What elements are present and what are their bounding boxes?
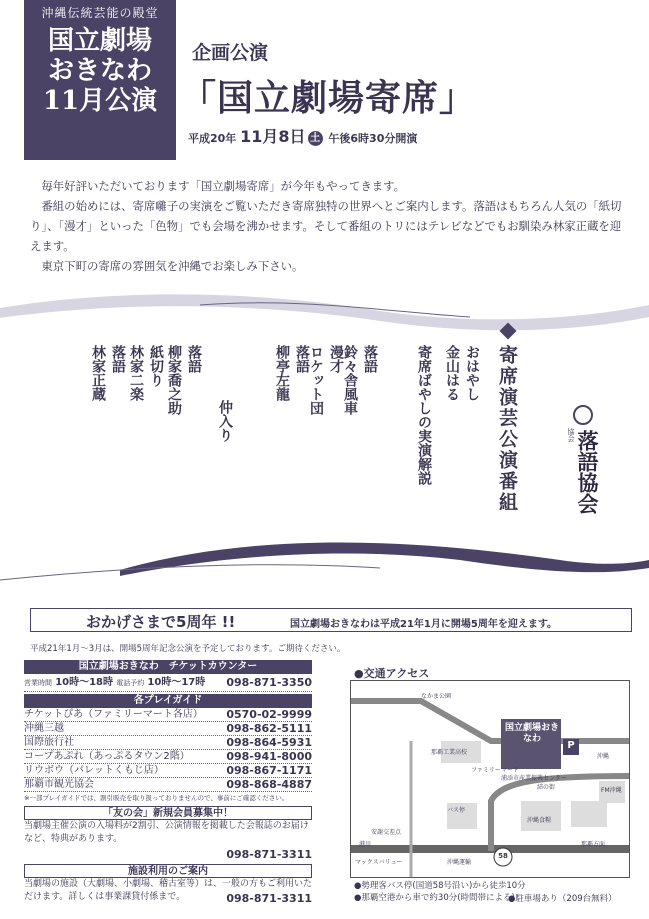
map-label: FM沖縄 <box>601 787 622 794</box>
members-text: 当劇場主催公演の入場料が2割引、公演情報を掲載した会報誌のお届けなど、特典があります。 <box>24 821 309 844</box>
event-title: 「国立劇場寄席」 <box>180 77 477 119</box>
facility-phone: 098-871-3311 <box>226 892 312 905</box>
anniversary-subtitle: 国立劇場おきなわは平成21年1月に開場5周年を迎えます。 <box>290 619 558 630</box>
program-genre: 落語 <box>362 345 378 373</box>
event-category: 企画公演 <box>192 42 269 64</box>
program-genre: 落語 <box>110 345 126 373</box>
program-item <box>442 345 482 520</box>
map-theater-label: 国立劇場おきなわ <box>504 723 559 744</box>
intro-paragraph: 毎年好評いただいております「国立劇場寄席」が今年もやってきます。 <box>41 179 405 193</box>
members-phone: 098-871-3311 <box>226 848 312 861</box>
program-performer: 林家二楽 <box>128 345 144 401</box>
program-item <box>414 345 434 520</box>
map-label: 港川 <box>359 841 372 848</box>
playguide-name: 沖縄三越 <box>24 723 64 734</box>
program-item <box>306 345 346 520</box>
map-label: なかま公園 <box>421 693 452 700</box>
organizer-name: 落語協会 <box>575 430 600 514</box>
playguide-row <box>24 764 312 778</box>
map-label: バス停 <box>447 807 466 814</box>
bottom-wave-decoration <box>0 520 649 590</box>
weekday-badge: 土 <box>308 131 323 146</box>
playguide-name: チケットぴあ（ファミリーマート各店） <box>24 709 203 720</box>
organizer-logo-icon <box>573 405 593 425</box>
header-tagline: 沖縄伝統芸能の殿堂 <box>41 6 159 20</box>
map-label: 安謝交差点 <box>371 829 402 836</box>
header-line-3: 11月公演 <box>42 86 158 116</box>
program-item <box>215 400 235 575</box>
hours-value: 10時～18時 <box>55 677 114 688</box>
program-genre: 落語 <box>294 345 310 373</box>
phone-hours-value: 10時～17時 <box>147 677 206 688</box>
parking-info: ●駐車場あり（209台無料） <box>508 894 617 904</box>
members-title: 「友の会」新規会員募集中！ <box>24 806 312 820</box>
playguide-phone: 098-868-4887 <box>226 778 312 791</box>
program-item <box>272 345 312 520</box>
playguide-note: ※一部プレイガイドでは、割引販売を取り扱っておりませんので、事前にご確認ください。 <box>24 794 289 802</box>
map-label: 結の街 <box>537 784 556 791</box>
playguide-phone: 098-864-5931 <box>226 736 312 749</box>
access-line: ●勢理客バス停(国道58号沿い)から徒歩10分 <box>354 881 526 891</box>
program-item <box>164 345 204 520</box>
playguide-phone: 098-941-8000 <box>226 750 312 763</box>
access-map <box>350 680 630 878</box>
playguide-name: リウボウ（パレットくもじ店） <box>24 765 164 776</box>
header-banner <box>24 0 176 160</box>
counter-phone: 098-871-3350 <box>226 676 312 689</box>
playguide-title: 各プレイガイド <box>24 694 312 708</box>
facility-text: 当劇場の施設（大劇場、小劇場、稽古室等）は、一般の方もご利用いただけます。詳しくは事業課貸付係まで。 <box>24 879 312 902</box>
program-genre: 紙切り <box>148 345 164 387</box>
map-title: ●交通アクセス <box>354 667 430 680</box>
map-label: ファミリーマート <box>471 767 519 774</box>
date-prefix: 平成20年 <box>188 132 237 145</box>
facility-title: 施設利用のご案内 <box>24 864 312 878</box>
access-line: ●那覇空港から車で約30分(時間帯による) <box>354 893 515 903</box>
program-performer: ロケット団 <box>308 345 324 415</box>
program-genre: 落語 <box>186 345 202 373</box>
anniversary-title: おかげさまで5周年 !! <box>86 613 236 631</box>
program-item <box>126 345 166 520</box>
intro-paragraph: 番組の始めには、寄席囃子の実演をご覧いただき寄席独特の世界へとご案内します。落語はもちろん人気の「紙切り」、「漫才」といった「色物」でも会場を沸かせます。そして番組のトリにはテレビなどでもお馴染み林家正蔵を迎えます。 <box>30 199 622 253</box>
map-label: 沖縄食糧 <box>527 817 552 824</box>
header-line-2: おきなわ <box>47 56 152 86</box>
intro-paragraph: 東京下町の寄席の雰囲気を沖縄でお楽しみ下さい。 <box>41 259 304 273</box>
program-item <box>340 345 380 520</box>
header-main-title <box>28 26 172 116</box>
hours-label: 営業時間 <box>24 679 52 687</box>
intro-text <box>30 176 630 276</box>
event-date <box>188 124 417 147</box>
program-genre: おはやし <box>464 345 480 401</box>
map-label: 沖縄運輸 <box>447 859 472 866</box>
parking-icon: P <box>567 740 575 751</box>
anniversary-note: 平成21年1月～3月は、開場5周年記念公演を予定しております。ご期待ください。 <box>30 644 346 654</box>
playguide-row <box>24 736 312 750</box>
program-item <box>88 345 128 520</box>
map-label: 那覇工業高校 <box>431 749 468 756</box>
map-label: マックスバリュー <box>355 859 403 866</box>
hours-group <box>24 674 205 691</box>
playguide-row <box>24 750 312 764</box>
map-label: 那覇方面 <box>581 841 606 848</box>
playguide-row <box>24 708 312 722</box>
access-info <box>354 880 526 904</box>
date-main: 11月8日 <box>240 127 306 146</box>
program-performer: 柳亭左龍 <box>274 345 290 401</box>
program-genre: 仲入り <box>217 400 233 442</box>
program-performer: 林家正蔵 <box>90 345 106 401</box>
info-panel <box>24 660 312 906</box>
program-performer: 金山はる <box>444 345 460 401</box>
map-label: 沖縄 <box>597 753 610 760</box>
program-performer: 鈴々舎風車 <box>342 345 358 415</box>
program-title: 寄席演芸公演番組 <box>496 345 518 513</box>
playguide-name: 国際旅行社 <box>24 737 74 748</box>
header-line-1: 国立劇場 <box>47 26 152 56</box>
playguide-name: 那覇市観光協会 <box>24 779 94 790</box>
ticket-counter-row <box>24 674 312 692</box>
phone-hours-label: 電話予約 <box>116 679 145 687</box>
ticket-counter-title: 国立劇場おきなわ チケットカウンター <box>24 660 312 674</box>
program-genre: 寄席ばやしの実演解説 <box>416 345 432 485</box>
organizer-small-label: 協会 <box>567 428 575 442</box>
top-wave-decoration <box>0 283 649 333</box>
event-time: 午後6時30分開演 <box>328 132 418 145</box>
playguide-row <box>24 722 312 736</box>
route-number: 58 <box>498 852 508 860</box>
playguide-phone: 098-862-5111 <box>226 722 312 735</box>
program-performer: 柳家喬之助 <box>166 345 182 415</box>
program-genre: 漫才 <box>328 345 344 373</box>
playguide-row <box>24 778 312 792</box>
map-label: 浦添市産業振興センター <box>501 775 567 782</box>
playguide-phone: 098-867-1171 <box>226 764 312 777</box>
playguide-name: コープあぷれ（あっぷるタウン2階） <box>24 751 190 762</box>
playguide-phone: 0570-02-9999 <box>226 708 312 721</box>
